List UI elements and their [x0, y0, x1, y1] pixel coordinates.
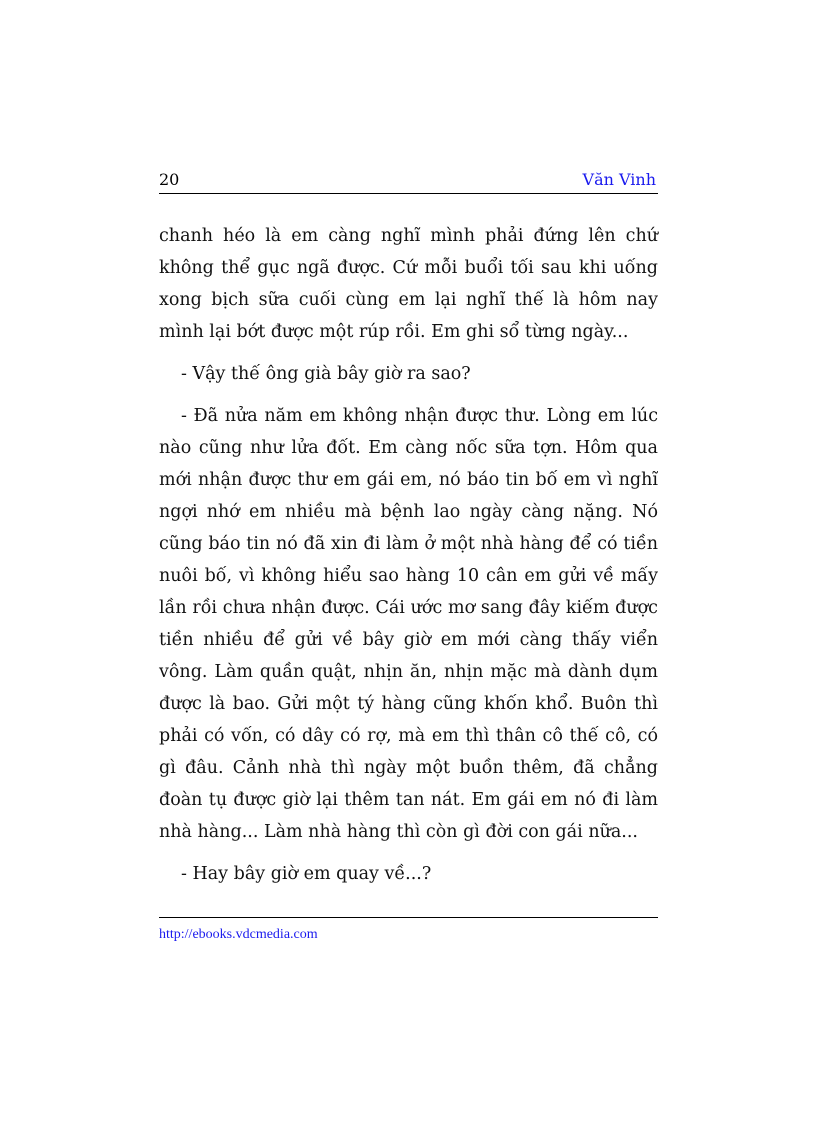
paragraph: chanh héo là em càng nghĩ mình phải đứng lên chứ không thể gục ngã được. Cứ mỗi buổi tối sau khi uống xong bịch sữa cuối cùng em lại nghĩ thế là hôm nay mình lại bớt được một rúp rồi. Em ghi sổ từng ngày...: [159, 226, 658, 342]
footer-url-link[interactable]: http://ebooks.vdcmedia.com: [159, 927, 318, 942]
page-body: [159, 220, 658, 890]
dialogue-line: - Hay bây giờ em quay về...?: [181, 864, 432, 884]
page-header: [159, 170, 658, 192]
footer-rule: [159, 917, 658, 918]
paragraph: - Đã nửa năm em không nhận được thư. Lòng em lúc nào cũng như lửa đốt. Em càng nốc sữa tợn. Hôm qua mới nhận được thư em gái em, nó báo tin bố em vì nghĩ ngợi nhớ em nhiều mà bệnh lao ngày càng nặng. Nó cũng báo tin nó đã xin đi làm ở một nhà hàng để có tiền nuôi bố, vì không hiểu sao hàng 10 cân em gửi về mấy lần rồi chưa nhận được. Cái ước mơ sang đây kiếm được tiền nhiều để gửi về bây giờ em mới càng thấy viển vông. Làm quần quật, nhịn ăn, nhịn mặc mà dành dụm được là bao. Gửi một tý hàng cũng khốn khổ. Buôn thì phải có vốn, có dây có rợ, mà em thì thân cô thế cô, có gì đâu. Cảnh nhà thì ngày một buồn thêm, đã chẳng đoàn tụ được giờ lại thêm tan nát. Em gái em nó đi làm nhà hàng... Làm nhà hàng thì còn gì đời con gái nữa...: [159, 406, 658, 842]
running-header-author: Văn Vinh: [582, 170, 656, 189]
page-number: 20: [159, 170, 180, 189]
header-rule: [159, 193, 658, 194]
dialogue-line: - Vậy thế ông già bây giờ ra sao?: [181, 364, 471, 384]
